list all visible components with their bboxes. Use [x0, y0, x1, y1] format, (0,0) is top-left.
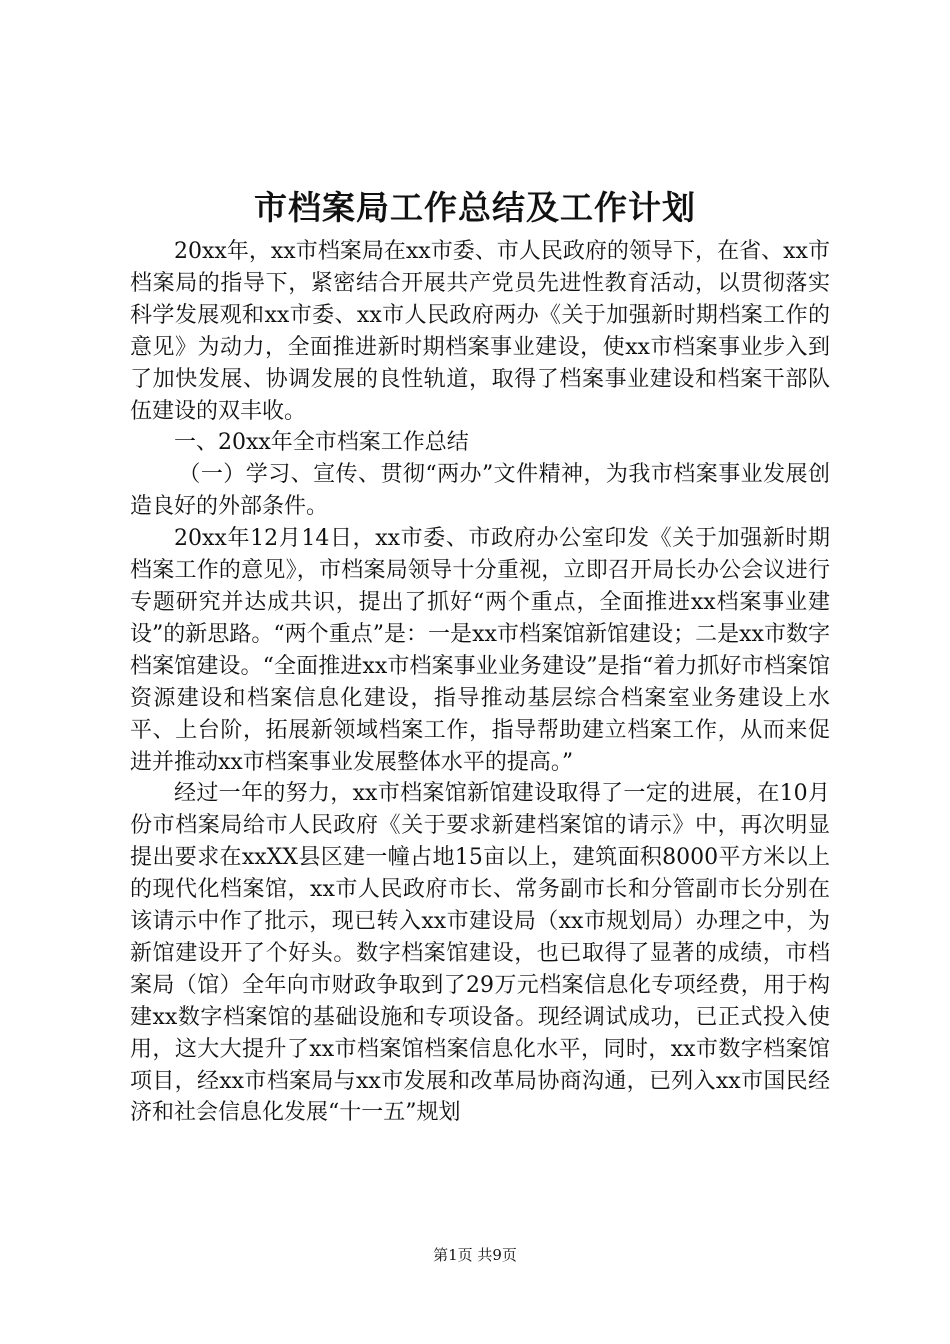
body-paragraph: 20xx年12月14日，xx市委、市政府办公室印发《关于加强新时期档案工作的意见》，市档案局领导十分重视，立即召开局长办公会议进行专题研究并达成共识，提出了抓好“两个重点，全面推进xx档案事业建设”的新思路。“两个重点”是：一是xx市档案馆新馆建设；二是xx市数字档案馆建设。“全面推进xx市档案事业业务建设”是指“着力抓好市档案馆资源建设和档案信息化建设，指导推动基层综合档案室业务建设上水平、上台阶，拓展新领域档案工作，指导帮助建立档案工作，从而来促进并推动xx市档案事业发展整体水平的提高。”	[130, 526, 830, 775]
subsection-heading: （一）学习、宣传、贯彻“两办”文件精神，为我市档案事业发展创造良好的外部条件。	[130, 462, 830, 520]
document-body	[130, 236, 830, 1129]
body-paragraph: 经过一年的努力，xx市档案馆新馆建设取得了一定的进展，在10月份市档案局给市人民政府《关于要求新建档案馆的请示》中，再次明显提出要求在xxXX县区建一幢占地15亩以上，建筑面积8000平方米以上的现代化档案馆，xx市人民政府市长、常务副市长和分管副市长分别在该请示中作了批示，现已转入xx市建设局（xx市规划局）办理之中，为新馆建设开了个好头。数字档案馆建设，也已取得了显著的成绩，市档案局（馆）全年向市财政争取到了29万元档案信息化专项经费，用于构建xx数字档案馆的基础设施和专项设备。现经调试成功，已正式投入使用，这大大提升了xx市档案馆档案信息化水平，同时，xx市数字档案馆项目，经xx市档案局与xx市发展和改革局协商沟通，已列入xx市国民经济和社会信息化发展“十一五”规划	[130, 781, 830, 1126]
section-heading: 一、20xx年全市档案工作总结	[174, 430, 469, 456]
page-number-footer: 第1页 共9页	[433, 1246, 517, 1264]
intro-paragraph: 20xx年，xx市档案局在xx市委、市人民政府的领导下，在省、xx市档案局的指导下，紧密结合开展共产党员先进性教育活动，以贯彻落实科学发展观和xx市委、xx市人民政府两办《关于加强新时期档案工作的意见》为动力，全面推进新时期档案事业建设，使xx市档案事业步入到了加快发展、协调发展的良性轨道，取得了档案事业建设和档案干部队伍建设的双丰收。	[130, 239, 830, 424]
document-title: 市档案局工作总结及工作计划	[254, 188, 696, 227]
